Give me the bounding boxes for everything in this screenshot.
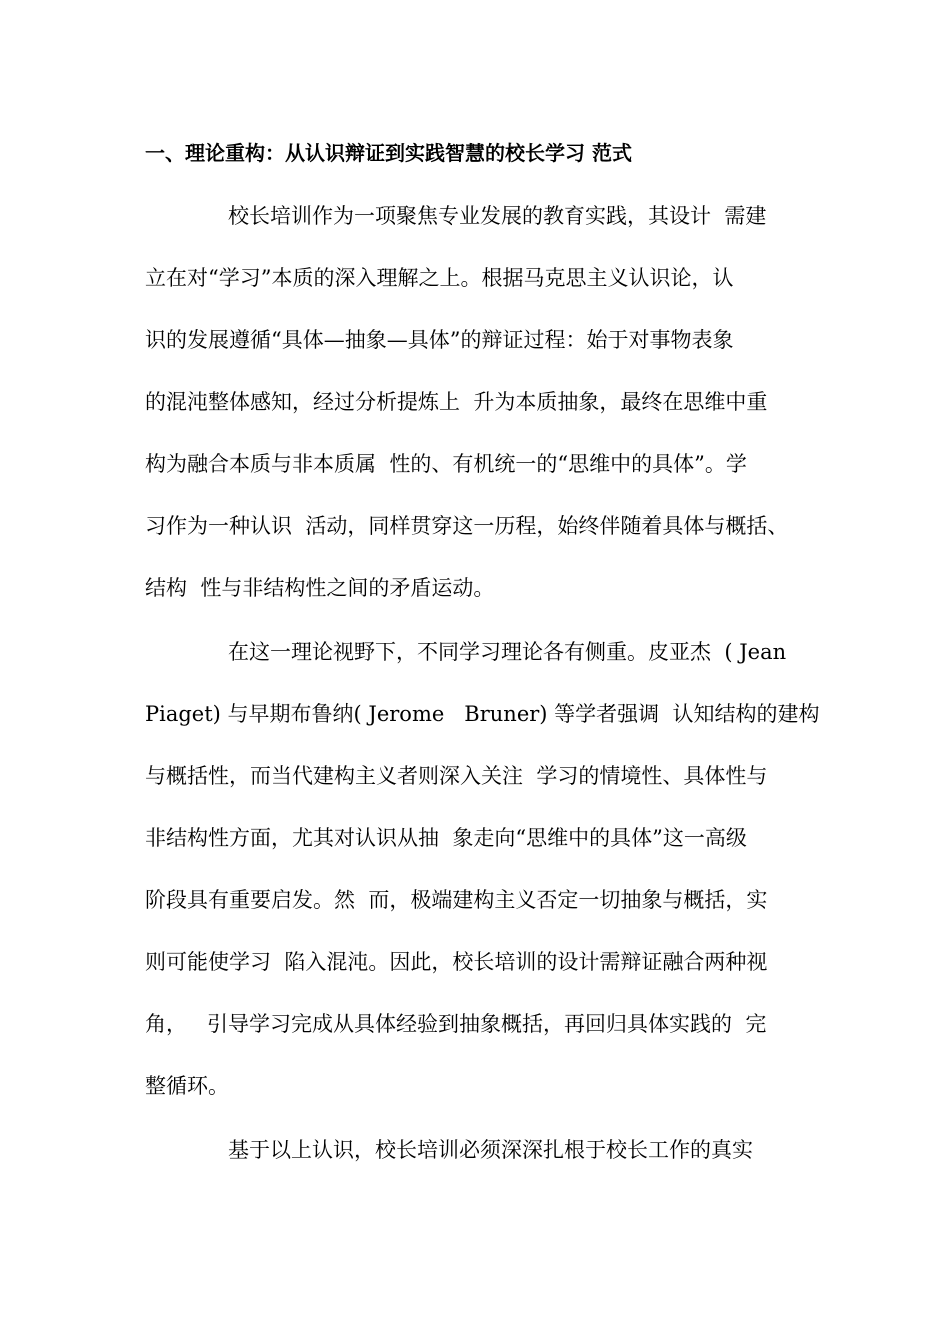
text-line: 结构 性与非结构性之间的矛盾运动。 (145, 576, 495, 600)
text-line: 识的发展遵循“具体—抽象—具体”的辩证过程：始于对事物表象 (145, 328, 734, 352)
text-line: 整循环。 (145, 1074, 229, 1098)
section-heading: 一、理论重构：从认识辩证到实践智慧的校长学习 范式 (145, 141, 632, 165)
text-line: 习作为一种认识 活动，同样贯穿这一历程，始终伴随着具体与概括、 (145, 514, 789, 538)
text-line: 构为融合本质与非本质属 性的、有机统一的“思维中的具体”。学 (145, 452, 747, 476)
text-line: 与概括性，而当代建构主义者则深入关注 学习的情境性、具体性与 (145, 764, 768, 788)
text-line: 非结构性方面，尤其对认识从抽 象走向“思维中的具体”这一高级 (145, 826, 747, 850)
text-line: 基于以上认识，校长培训必须深深扎根于校长工作的真实 (228, 1138, 753, 1162)
text-line: 在这一理论视野下，不同学习理论各有侧重。皮亚杰 ( Jean (228, 640, 787, 664)
text-line: Piaget) 与早期布鲁纳( Jerome Bruner) 等学者强调 认知结构的建构 (145, 702, 820, 726)
text-line: 立在对“学习”本质的深入理解之上。根据马克思主义认识论，认 (145, 266, 734, 290)
text-line: 角， 引导学习完成从具体经验到抽象概括，再回归具体实践的 完 (145, 1012, 767, 1036)
text-line: 校长培训作为一项聚焦专业发展的教育实践，其设计 需建 (228, 204, 767, 228)
text-line: 阶段具有重要启发。然 而，极端建构主义否定一切抽象与概括，实 (145, 888, 768, 912)
text-line: 则可能使学习 陷入混沌。因此，校长培训的设计需辩证融合两种视 (145, 950, 768, 974)
text-line: 的混沌整体感知，经过分析提炼上 升为本质抽象，最终在思维中重 (145, 390, 768, 414)
